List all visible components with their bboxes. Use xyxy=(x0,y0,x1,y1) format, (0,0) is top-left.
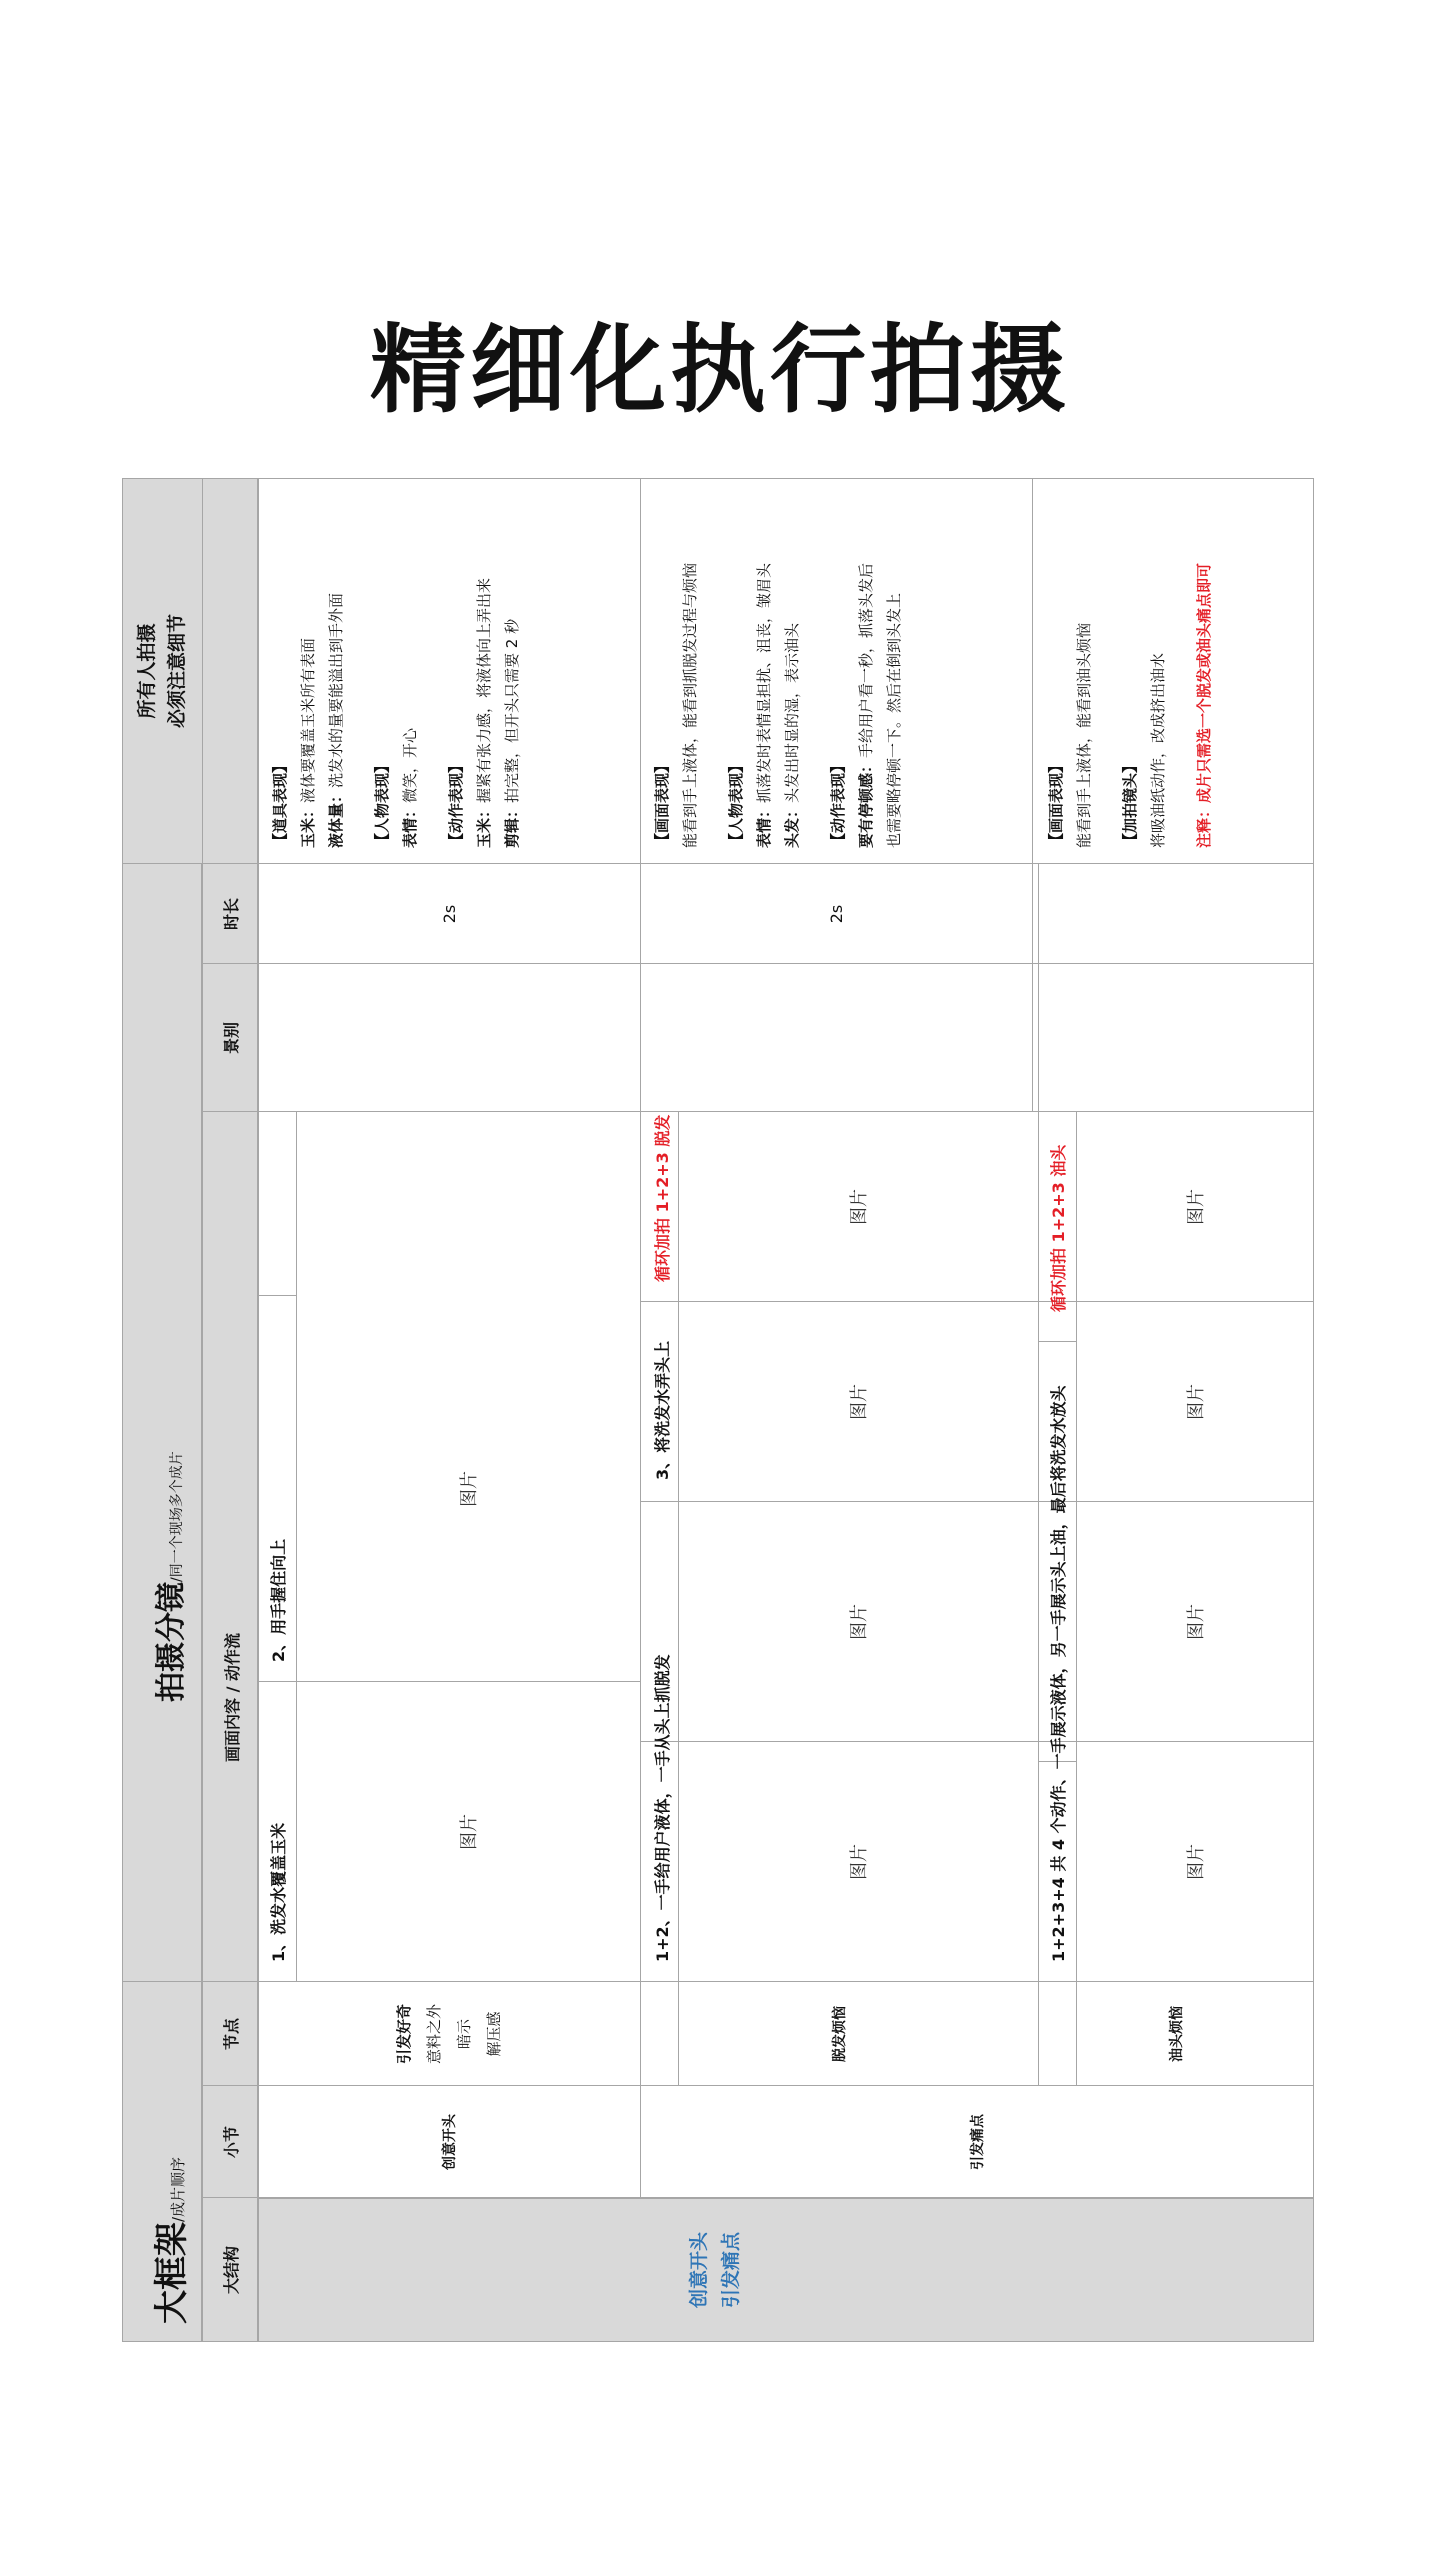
note-line xyxy=(880,478,908,848)
note-heading-text: 【人物表现】 xyxy=(727,757,745,848)
row1-duration: 2s xyxy=(439,904,459,924)
image-placeholder: 图片 xyxy=(1186,1189,1207,1225)
note-heading-text: 【动作表现】 xyxy=(829,757,847,848)
note-heading xyxy=(824,478,852,848)
note-line xyxy=(498,478,526,848)
note-value: 成片只需选一个脱发或油头痛点即可 xyxy=(1195,562,1213,803)
node-1-item: 暗示 xyxy=(455,2019,473,2050)
image-placeholder: 图片 xyxy=(849,1844,870,1880)
note-value: 手给用户看一秒，抓落头发后 xyxy=(857,562,875,758)
note-heading xyxy=(442,478,470,848)
left-header xyxy=(144,2157,193,2324)
note-line xyxy=(1190,478,1218,848)
note-heading-text: 【人物表现】 xyxy=(373,757,391,848)
note-gap xyxy=(1172,478,1190,848)
col-header-structure: 大结构 xyxy=(221,2246,241,2295)
image-placeholder: 图片 xyxy=(1186,1844,1207,1880)
middle-header xyxy=(146,1451,190,1702)
note-line xyxy=(676,478,704,848)
note-key: 剪辑： xyxy=(503,802,521,848)
note-value: 头发出时显的湿，表示油头 xyxy=(783,622,801,803)
note-value: 液体要覆盖玉米所有表面 xyxy=(299,637,317,803)
note-line xyxy=(1070,478,1098,848)
note-key: 液体量： xyxy=(327,787,345,848)
note-line xyxy=(1144,478,1172,848)
note-heading-text: 【道具表现】 xyxy=(271,757,289,848)
note-value: 能看到手上液体，能看到抓脱发过程与烦恼 xyxy=(681,562,699,848)
note-heading xyxy=(1042,478,1070,848)
storyboard-title: 拍摄分镜 xyxy=(154,1582,189,1702)
image-placeholder: 图片 xyxy=(849,1384,870,1420)
note-line xyxy=(294,478,322,848)
note-key: 表情： xyxy=(401,802,419,848)
note-line xyxy=(470,478,498,848)
section-1-label: 创意开头 xyxy=(442,2114,458,2170)
image-placeholder: 图片 xyxy=(849,1189,870,1225)
note-heading xyxy=(722,478,750,848)
note-heading-text: 【动作表现】 xyxy=(447,757,465,848)
page-title: 精细化执行拍摄 xyxy=(370,314,1070,426)
col-header-duration: 时长 xyxy=(221,898,241,931)
structure-label-line1: 创意开头 xyxy=(688,2232,710,2309)
note-value: 能看到手上液体，能看到油头烦恼 xyxy=(1075,622,1093,848)
note-heading-text: 【画面表现】 xyxy=(653,757,671,848)
note-line xyxy=(852,478,880,848)
note-key: 表情： xyxy=(755,802,773,848)
image-placeholder: 图片 xyxy=(1186,1604,1207,1640)
note-key: 玉米： xyxy=(299,802,317,848)
node-1-item: 引发好奇 xyxy=(395,2004,413,2065)
notes-block-1 xyxy=(266,478,526,848)
node-1-item: 意料之外 xyxy=(425,2004,443,2065)
notes-block-3 xyxy=(1042,478,1218,848)
notes-block-2 xyxy=(648,478,908,848)
framework-subtitle: /成片顺序 xyxy=(169,2156,187,2222)
node-1-item: 解压感 xyxy=(485,2011,503,2057)
node-1 xyxy=(258,1982,640,2086)
note-line xyxy=(750,478,778,848)
col-header-section: 小节 xyxy=(221,2126,241,2159)
image-placeholder: 图片 xyxy=(849,1604,870,1640)
node-3: 油头烦恼 xyxy=(1169,2006,1185,2062)
note-value: 微笑，开心 xyxy=(401,727,419,803)
note-heading xyxy=(648,478,676,848)
section-2-label: 引发痛点 xyxy=(970,2114,986,2170)
note-gap xyxy=(806,478,824,848)
note-heading xyxy=(266,478,294,848)
note-gap xyxy=(424,478,442,848)
row2-duration: 2s xyxy=(826,904,846,924)
structure-label xyxy=(640,2198,790,2342)
shooting-sheet xyxy=(122,478,1314,2342)
note-key: 注释： xyxy=(1195,802,1213,848)
row1-step1: 1、洗发水覆盖玉米 xyxy=(269,1822,288,1962)
col-header-content: 画面内容 / 动作流 xyxy=(223,1633,242,1762)
notes-header-line1: 所有人拍摄 xyxy=(136,623,158,719)
row3-loop: 循环加拍 1+2+3 油头 xyxy=(1049,1144,1068,1312)
note-key: 头发： xyxy=(783,802,801,848)
storyboard-subtitle: /同一个现场多个成片 xyxy=(169,1451,185,1582)
notes-header xyxy=(132,478,192,864)
note-value: 拍完整，但开头只需要 2 秒 xyxy=(503,618,521,803)
note-gap xyxy=(1098,478,1116,848)
node-2: 脱发烦恼 xyxy=(832,2006,848,2062)
row2-step3: 3、将洗发水弄头上 xyxy=(653,1340,672,1480)
row1-step2: 2、用手握住向上 xyxy=(269,1538,288,1662)
notes-header-line2: 必须注意细节 xyxy=(166,614,188,729)
note-value: 也需要略停顿一下。然后在倒到头发上 xyxy=(885,592,903,848)
row2-step12: 1+2、一手给用户液体，一手从头上抓脱发 xyxy=(653,1654,672,1962)
note-value: 将吸油纸动作，改成挤出油水 xyxy=(1149,652,1167,848)
row3-step1234: 1+2+3+4 共 4 个动作、一手展示液体，另一手展示头上油，最后将洗发水放头 xyxy=(1049,1385,1068,1962)
note-value: 洗发水的量要能溢出到手外面 xyxy=(327,592,345,788)
row2-loop: 循环加拍 1+2+3 脱发 xyxy=(653,1114,672,1282)
col-header-node: 节点 xyxy=(221,2018,241,2051)
note-heading xyxy=(368,478,396,848)
note-heading-text: 【画面表现】 xyxy=(1047,757,1065,848)
note-value: 握紧有张力感，将液体向上弄出来 xyxy=(475,577,493,803)
image-placeholder: 图片 xyxy=(1186,1384,1207,1420)
structure-label-line2: 引发痛点 xyxy=(720,2232,742,2309)
note-gap xyxy=(350,478,368,848)
note-value: 抓落发时表情显担扰、沮丧，皱眉头 xyxy=(755,562,773,803)
note-line xyxy=(322,478,350,848)
col-header-shot: 景别 xyxy=(221,1022,241,1055)
image-placeholder: 图片 xyxy=(459,1814,480,1850)
framework-title: 大框架 xyxy=(152,2222,192,2324)
note-key: 要有停顿感： xyxy=(857,757,875,848)
image-placeholder: 图片 xyxy=(459,1471,480,1507)
note-line xyxy=(396,478,424,848)
note-gap xyxy=(704,478,722,848)
note-line xyxy=(778,478,806,848)
note-heading-text: 【加拍镜头】 xyxy=(1121,757,1139,848)
note-key: 玉米： xyxy=(475,802,493,848)
note-heading xyxy=(1116,478,1144,848)
